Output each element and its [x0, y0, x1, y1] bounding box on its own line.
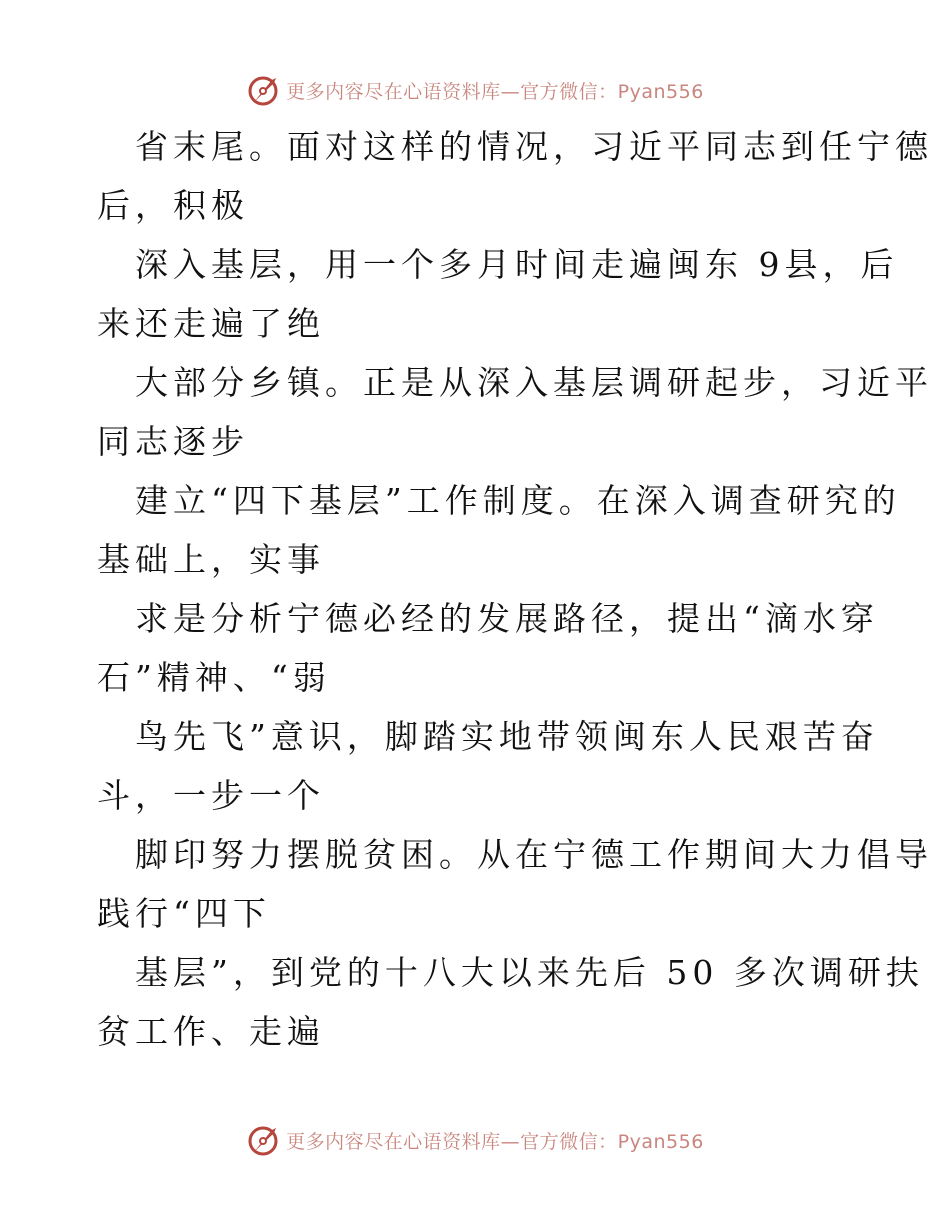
paragraph-line: 贫工作、走遍 — [97, 1012, 325, 1051]
quill-pen-logo-icon — [246, 72, 282, 108]
footer-watermark — [0, 1120, 950, 1160]
paragraph-line: 同志逐步 — [97, 422, 249, 461]
paragraph-line: 鸟先飞”意识，脚踏实地带领闽东人民艰苦奋 — [135, 717, 879, 756]
watermark-text: 更多内容尽在心语资料库—官方微信：Pyan556 — [286, 80, 704, 103]
paragraph-line: 来还走遍了绝 — [97, 304, 325, 343]
paragraph — [0, 472, 950, 590]
paragraph-line: 深入基层，用一个多月时间走遍闽东 9县，后 — [135, 245, 899, 284]
quill-pen-logo-icon — [246, 1122, 282, 1158]
paragraph — [0, 944, 950, 1062]
header-watermark — [0, 70, 950, 110]
document-body — [0, 118, 950, 1062]
paragraph-line: 基础上，实事 — [97, 540, 325, 579]
paragraph-line: 石”精神、“弱 — [97, 658, 331, 697]
paragraph-line: 后，积极 — [97, 186, 249, 225]
paragraph-line: 求是分析宁德必经的发展路径，提出“滴水穿 — [135, 599, 879, 638]
paragraph-line: 脚印努力摆脱贫困。从在宁德工作期间大力倡导 — [135, 835, 933, 874]
paragraph-line: 践行“四下 — [97, 894, 271, 933]
watermark-text: 更多内容尽在心语资料库—官方微信：Pyan556 — [286, 1130, 704, 1153]
paragraph — [0, 826, 950, 944]
paragraph — [0, 590, 950, 708]
paragraph — [0, 354, 950, 472]
paragraph — [0, 236, 950, 354]
paragraph — [0, 708, 950, 826]
paragraph — [0, 118, 950, 236]
paragraph-line: 建立“四下基层”工作制度。在深入调查研究的 — [135, 481, 901, 520]
paragraph-line: 基层”，到党的十八大以来先后 50 多次调研扶 — [135, 953, 924, 992]
paragraph-line: 斗，一步一个 — [97, 776, 325, 815]
paragraph-line: 大部分乡镇。正是从深入基层调研起步，习近平 — [135, 363, 933, 402]
paragraph-line: 省末尾。面对这样的情况，习近平同志到任宁德 — [135, 127, 933, 166]
